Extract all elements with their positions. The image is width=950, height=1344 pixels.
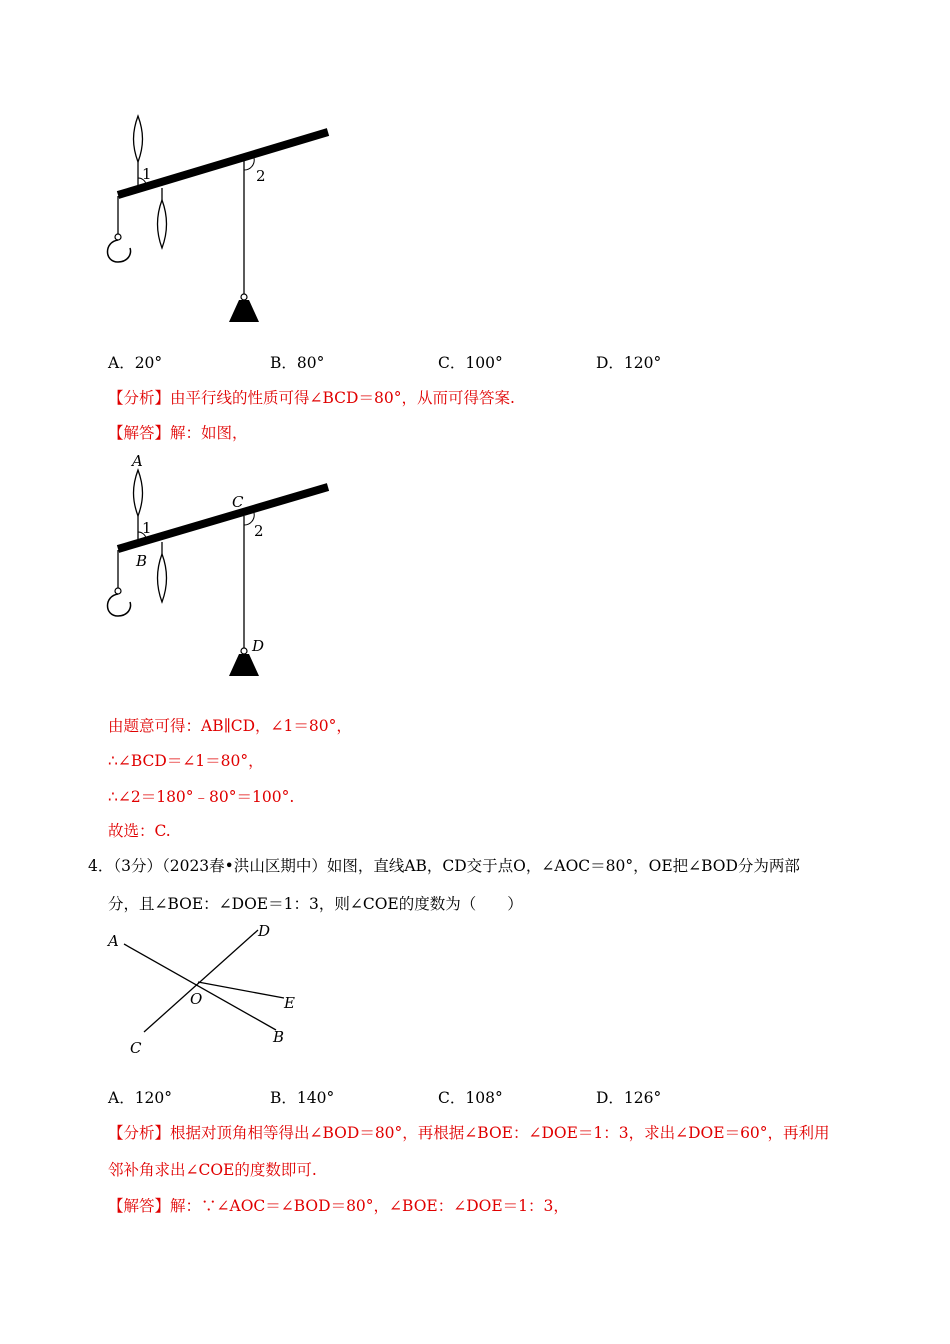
q3-option-a[interactable]: A．20°	[108, 354, 163, 372]
q4-option-c[interactable]: C．108°	[438, 1089, 503, 1107]
q4-stem-line-2: 分，且∠BOE：∠DOE＝1：3，则∠COE的度数为（ ）	[108, 895, 523, 913]
q3-options	[108, 352, 728, 374]
q3-option-b[interactable]: B．80°	[270, 354, 325, 372]
q4-option-b[interactable]: B．140°	[270, 1089, 335, 1107]
angle-label-2: 2	[254, 522, 264, 540]
solution-tag: 【解答】	[108, 1197, 171, 1215]
hook	[108, 240, 131, 262]
point-label-d: D	[258, 922, 271, 940]
q3-step-4: 故选：C.	[108, 822, 171, 840]
leaf-lower	[158, 200, 167, 248]
q4-option-d[interactable]: D．126°	[596, 1089, 662, 1107]
q4-stem-line-1: 4．（3分）（2023春•洪山区期中）如图，直线AB，CD交于点O，∠AOC＝80°，OE把∠BOD分为两部	[88, 857, 800, 875]
leaf-upper	[134, 116, 143, 162]
line-ab	[124, 944, 276, 1030]
intersecting-lines-figure	[100, 918, 320, 1060]
q4-option-a[interactable]: A．120°	[108, 1089, 173, 1107]
point-label-a: A	[108, 932, 119, 950]
q3-step-3: ∴∠2＝180°﹣80°＝100°.	[108, 788, 295, 806]
point-label-b: B	[136, 552, 148, 570]
point-label-c: C	[232, 493, 244, 511]
analysis-tag: 【分析】	[108, 1124, 171, 1142]
analysis-text: 由平行线的性质可得∠BCD＝80°，从而可得答案.	[170, 389, 515, 407]
q3-solution	[108, 422, 248, 444]
point-label-e: E	[284, 994, 295, 1012]
q4-analysis-line-2: 邻补角求出∠COE的度数即可.	[108, 1161, 317, 1179]
ray-oe	[198, 982, 284, 998]
angle-label-1: 1	[142, 519, 152, 537]
q3-step-2: ∴∠BCD＝∠1＝80°，	[108, 752, 264, 770]
lever-beam	[118, 132, 328, 195]
q3-analysis	[108, 387, 515, 409]
q3-step-1: 由题意可得：AB∥CD，∠1＝80°，	[108, 717, 352, 735]
angle-label-1: 1	[142, 165, 152, 183]
labeled-lever-figure	[100, 450, 340, 682]
q4-options	[108, 1087, 728, 1109]
q3-option-c[interactable]: C．100°	[438, 354, 503, 372]
weight	[229, 300, 259, 322]
q4-solution	[108, 1195, 569, 1217]
solution-text: 解：∵∠AOC＝∠BOD＝80°，∠BOE：∠DOE＝1：3，	[170, 1197, 569, 1215]
lever-figure	[100, 108, 340, 330]
solution-text: 解：如图，	[170, 424, 248, 442]
analysis-tag: 【分析】	[108, 389, 171, 407]
angle-label-2: 2	[256, 167, 266, 185]
analysis-text: 根据对顶角相等得出∠BOD＝80°，再根据∠BOE：∠DOE＝1：3，求出∠DOE＝60°，再利用	[170, 1124, 830, 1142]
point-label-c: C	[130, 1039, 142, 1057]
point-label-o: O	[190, 990, 203, 1008]
point-label-d: D	[252, 637, 265, 655]
line-cd	[144, 930, 258, 1032]
q3-option-d[interactable]: D．120°	[596, 354, 662, 372]
point-label-b: B	[273, 1028, 285, 1046]
q4-analysis-line-1	[108, 1122, 830, 1144]
point-label-a: A	[132, 452, 143, 470]
solution-tag: 【解答】	[108, 424, 171, 442]
